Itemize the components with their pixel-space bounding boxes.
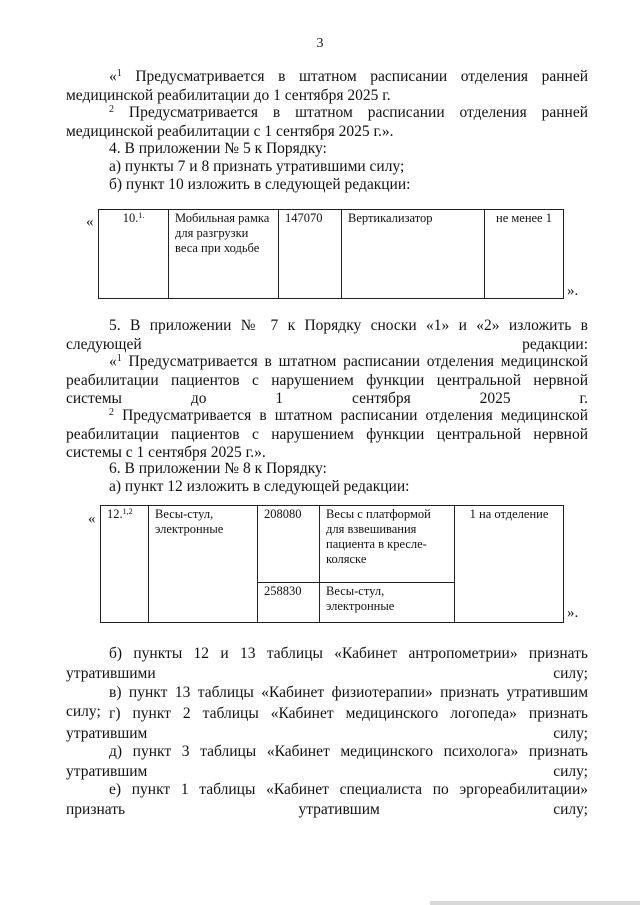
table-cell-kind: Вертикализатор	[342, 210, 485, 299]
paragraph: е) пункт 1 таблицы «Кабинет специалиста по эргореабилитации» признать утратившим силу;	[66, 781, 588, 818]
table-cell-name: Мобильная рамка для разгрузки веса при ходьбе	[169, 210, 279, 299]
footnote-marker: 2	[109, 407, 114, 418]
footnote-2-paragraph	[66, 104, 588, 141]
table-open-quote: «	[88, 511, 96, 527]
paragraph: б) пункты 12 и 13 таблицы «Кабинет антропометрии» признать утратившими силу;	[66, 645, 588, 682]
footnote-1-paragraph	[66, 68, 588, 105]
page-number: 3	[316, 36, 324, 51]
equipment-table-2	[100, 505, 564, 623]
table-cell-code: 208080	[258, 506, 320, 583]
paragraph: а) пункты 7 и 8 признать утратившими силу;	[109, 158, 405, 175]
footnote-text: Предусматривается в штатном расписании отделения ранней медицинской реабилитации с 1 сентября 2025 г.».	[66, 104, 588, 140]
table-cell-number: 10.$^{1.}$	[99, 210, 169, 299]
footnote-text: Предусматривается в штатном расписании отделения ранней медицинской реабилитации до 1 сентября 2025 г.	[66, 68, 588, 104]
table-cell-quantity: 1 на отделение	[455, 506, 564, 623]
table-cell-code: 258830	[258, 583, 320, 623]
footnote-marker: 1	[116, 68, 122, 79]
footnote-marker: 2	[109, 104, 114, 115]
table-row	[101, 506, 564, 583]
table-close-quote: ».	[567, 605, 579, 621]
footnote-text: Предусматривается в штатном расписании отделения медицинской реабилитации пациентов с нарушением функции центральной нервной системы до 1 сентября 2025 г.	[66, 353, 588, 407]
table-cell-name: Весы-стул, электронные	[149, 506, 258, 623]
table-cell-quantity: не менее 1	[485, 210, 564, 299]
paragraph: 4. В приложении № 5 к Порядку:	[109, 140, 327, 157]
footnote-marker: 1	[116, 353, 122, 364]
table-row	[99, 210, 564, 299]
footnote-1-paragraph	[66, 353, 588, 409]
scan-edge	[430, 901, 640, 905]
open-quote: «	[109, 68, 117, 85]
paragraph: 6. В приложении № 8 к Порядку:	[109, 460, 327, 477]
table-cell-number: 12.$^{1,2}$	[101, 506, 149, 623]
footnote-2-paragraph	[66, 407, 588, 463]
paragraph: 5. В приложении № 7 к Порядку сноски «1» и «2» изложить в следующей редакции:	[66, 317, 588, 353]
equipment-table-1	[98, 209, 564, 299]
paragraph: д) пункт 3 таблицы «Кабинет медицинского психолога» признать утратившим силу;	[66, 743, 588, 780]
paragraph: б) пункт 10 изложить в следующей редакции:	[109, 176, 411, 193]
table-open-quote: «	[86, 214, 94, 230]
paragraph: в) пункт 13 таблицы «Кабинет физиотерапии» признать утратившим силу;	[66, 684, 588, 720]
table-close-quote: ».	[567, 283, 579, 299]
paragraph: а) пункт 12 изложить в следующей редакции:	[109, 478, 410, 495]
table-cell-kind: Весы-стул, электронные	[320, 583, 455, 623]
table-cell-kind: Весы с платформой для взвешивания пациента в кресле-коляске	[320, 506, 455, 583]
table-cell-code: 147070	[279, 210, 342, 299]
footnote-text: Предусматривается в штатном расписании отделения медицинской реабилитации пациентов с нарушением функции центральной нервной системы с 1 сентября 2025 г.».	[66, 407, 588, 461]
open-quote: «	[109, 353, 117, 370]
paragraph: г) пункт 2 таблицы «Кабинет медицинского логопеда» признать утратившим силу;	[66, 705, 588, 742]
